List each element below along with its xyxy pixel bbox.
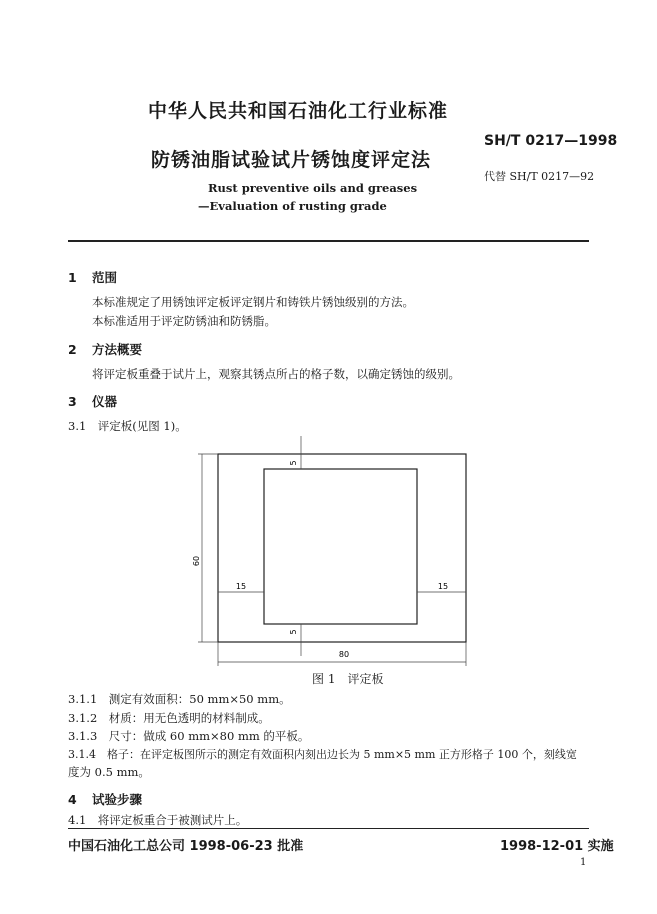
section-3-heading bbox=[68, 392, 117, 410]
dim-height-label: 60 bbox=[192, 555, 201, 567]
section-1-heading bbox=[68, 268, 117, 286]
header-divider bbox=[68, 240, 589, 242]
clause-4-1: 4.1 将评定板重合于被测试片上。 bbox=[68, 813, 248, 827]
section-2-heading bbox=[68, 340, 142, 358]
dimension-lines bbox=[198, 436, 466, 666]
clause-3-1-4-continuation: 度为 0.5 mm。 bbox=[68, 765, 150, 779]
document-title-cn: 防锈油脂试验试片锈蚀度评定法 bbox=[151, 149, 432, 171]
section-number: 4 bbox=[68, 792, 77, 807]
dim-right-label: 15 bbox=[437, 582, 449, 591]
paragraph: 本标准适用于评定防锈油和防锈脂。 bbox=[92, 314, 276, 328]
dim-top-label: 5 bbox=[289, 460, 298, 466]
effective-date: 1998-12-01 实施 bbox=[500, 839, 614, 854]
paragraph: 本标准规定了用锈蚀评定板评定钢片和铸铁片锈蚀级别的方法。 bbox=[92, 295, 414, 309]
section-number: 1 bbox=[68, 270, 77, 285]
section-title: 范围 bbox=[92, 270, 118, 285]
clause-3-1-1: 3.1.1 测定有效面积：50 mm×50 mm。 bbox=[68, 692, 291, 706]
clause-3-1-3: 3.1.3 尺寸：做成 60 mm×80 mm 的平板。 bbox=[68, 729, 310, 743]
dim-bottom-label: 5 bbox=[289, 629, 298, 635]
rating-plate-figure bbox=[192, 434, 476, 666]
dim-left-label: 15 bbox=[235, 582, 247, 591]
dim-width-label: 80 bbox=[338, 650, 350, 659]
clause-3-1-4: 3.1.4 格子：在评定板图所示的测定有效面积内刻出边长为 5 mm×5 mm 正方形格子 100 个，刻线宽 bbox=[68, 748, 577, 761]
section-4-heading bbox=[68, 790, 142, 808]
section-title: 方法概要 bbox=[92, 342, 143, 357]
effective-area-boundary bbox=[264, 469, 417, 624]
clause-3-1-2: 3.1.2 材质：用无色透明的材料制成。 bbox=[68, 711, 270, 725]
footer-divider bbox=[68, 828, 589, 829]
approval-note: 中国石油化工总公司 1998-06-23 批准 bbox=[68, 839, 304, 854]
plate-outer-boundary bbox=[218, 454, 466, 642]
clause-3-1: 3.1 评定板(见图 1)。 bbox=[68, 419, 187, 433]
page-number: 1 bbox=[580, 857, 587, 868]
paragraph: 将评定板重叠于试片上，观察其锈点所占的格子数，以确定锈蚀的级别。 bbox=[92, 367, 460, 381]
standard-code: SH/T 0217—1998 bbox=[484, 133, 618, 149]
standard-organization-title: 中华人民共和国石油化工行业标准 bbox=[148, 100, 449, 122]
section-number: 2 bbox=[68, 342, 77, 357]
section-number: 3 bbox=[68, 394, 77, 409]
document-title-en-line2: —Evaluation of rusting grade bbox=[198, 199, 387, 213]
section-title: 试验步骤 bbox=[92, 792, 143, 807]
replaces-note: 代替 SH/T 0217—92 bbox=[484, 170, 595, 183]
section-title: 仪器 bbox=[92, 394, 118, 409]
document-title-en-line1: Rust preventive oils and greases bbox=[208, 181, 418, 195]
figure-caption: 图 1 评定板 bbox=[312, 672, 384, 686]
